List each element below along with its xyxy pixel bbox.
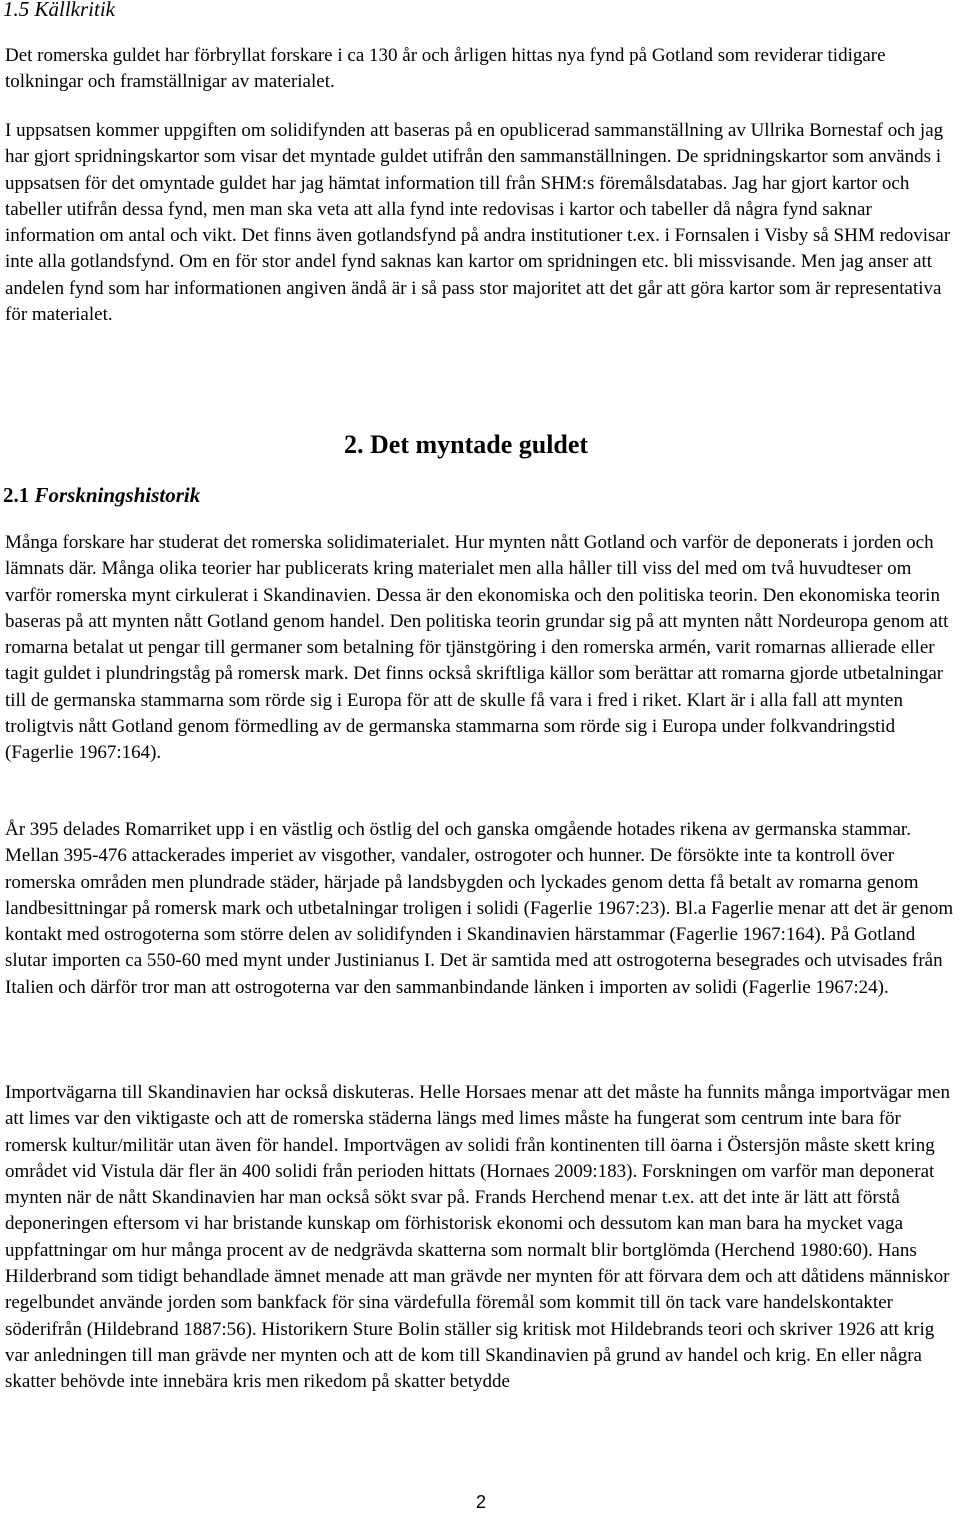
page-number: 2 (476, 1492, 487, 1512)
section-heading-2-1 (3, 480, 200, 510)
paragraph-research-history: Många forskare har studerat det romerska solidimaterialet. Hur mynten nått Gotland och varför de deponerats i jorden och lämnats där. Många olika teorier har publicerats kring materialet men alla håller till viss del med om två huvudteser om varför romerska mynt cirkulerat i Skandinavien. Dessa är den ekonomiska och den politiska teorin. Den ekonomiska teorin baseras på att mynten nått Gotland genom handel. Den politiska teorin grundar sig på att mynten nått Nordeuropa genom att romarna betalat ut pengar till germaner som betalning för tjänstgöring i den romerska armén, varit romarnas allierade eller tagit guldet i plundringståg på romersk mark. Det finns också skriftliga källor som berättar att romarna gjorde utbetalningar till de germanska stammarna som rörde sig i Europa för att de skulle få vara i fred i riket. Klart är i alla fall att mynten troligtvis nått Gotland genom förmedling av de germanska stammarna som rörde sig i Europa under folkvandringstid (Fagerlie 1967:164). (5, 532, 949, 764)
paragraph-source-criticism: I uppsatsen kommer uppgiften om solidifynden att baseras på en opublicerad sammanställning av Ullrika Bornestaf och jag har gjort spridningskartor som visar det myntade guldet utifrån den sammanställningen. De spridningskartor som används i uppsatsen för det omyntade guldet har jag hämtat information till från SHM:s föremålsdatabas. Jag har gjort kartor och tabeller utifrån dessa fynd, men man ska veta att alla fynd inte redovisas i kartor och tabeller då några fynd saknar information om antal och vikt. Det finns även gotlandsfynd på andra institutioner t.ex. i Fornsalen i Visby så SHM redovisar inte alla gotlandsfynd. Om en för stor andel fynd saknas kan kartor om spridningen etc. bli missvisande. Men jag anser att andelen fynd som har informationen angiven ändå är i så pass stor majoritet att det går att göra kartor som är representativa för materialet. (5, 120, 951, 326)
paragraph-import-routes: Importvägarna till Skandinavien har också diskuteras. Helle Horsaes menar att det måste ha funnits många importvägar men att limes var den viktigaste och att de romerska städerna längs med limes måste ha fungerat som centrum inte bara för romersk kultur/militär utan även för handel. Importvägen av solidi från kontinenten till öarna i Östersjön måste skett kring området vid Vistula där fler än 400 solidi från perioden hittats (Hornaes 2009:183). Forskningen om varför man deponerat mynten när de nått Skandinavien har man också sökt svar på. Frands Herchend menar t.ex. att det inte är lätt att förstå deponeringen eftersom vi har bristande kunskap om förhistorisk ekonomi och dessutom kan man bara ha mycket vaga uppfattningar om hur många procent av de nedgrävda skatterna som normalt blir bortglömda (Herchend 1980:60). Hans Hilderbrand som tidigt behandlade ämnet menade att man grävde ner mynten för att förvara dem och att dåtidens människor regelbundet använde jorden som bankfack för sina värdefulla föremål som kommit till ön tack vare handelskontakter söderifrån (Hildebrand 1887:56). Historikern Sture Bolin ställer sig kritisk mot Hildebrands teori och skriver 1926 att krig var anledningen till man grävde ner mynten och att de kom till Skandinavien på grund av handel och krig. En eller några skatter behövde inte innebära kris men rikedom på skatter betydde (5, 1082, 950, 1393)
paragraph-intro: Det romerska guldet har förbryllat forskare i ca 130 år och årligen hittas nya fynd på Gotland som reviderar tidigare tolkningar och framställnigar av materialet. (5, 45, 886, 93)
section-number: 2.1 (3, 483, 30, 507)
section-heading-1-5: 1.5 Källkritik (3, 0, 115, 21)
section-title: Forskningshistorik (34, 483, 201, 507)
chapter-heading-2: 2. Det myntade guldet (344, 430, 589, 459)
paragraph-roman-empire: År 395 delades Romarriket upp i en västlig och östlig del och ganska omgående hotades rikena av germanska stammar. Mellan 395-476 attackerades imperiet av visgother, vandaler, ostrogoter och hunner. De försökte inte ta kontroll över romerska områden men plundrade städer, härjade på landsbygden och lyckades genom detta få betalt av romarna genom landbesittningar på romersk mark och utbetalningar troligen i solidi (Fagerlie 1967:23). Bl.a Fagerlie menar att det är genom kontakt med ostrogoterna som större delen av solidifynden i Skandinavien härstammar (Fagerlie 1967:164). På Gotland slutar importen ca 550-60 med mynt under Justinianus I. Det är samtida med att ostrogoterna besegrades och utvisades från Italien och därför tror man att ostrogoterna var den sammanbindande länken i importen av solidi (Fagerlie 1967:24). (5, 819, 954, 998)
